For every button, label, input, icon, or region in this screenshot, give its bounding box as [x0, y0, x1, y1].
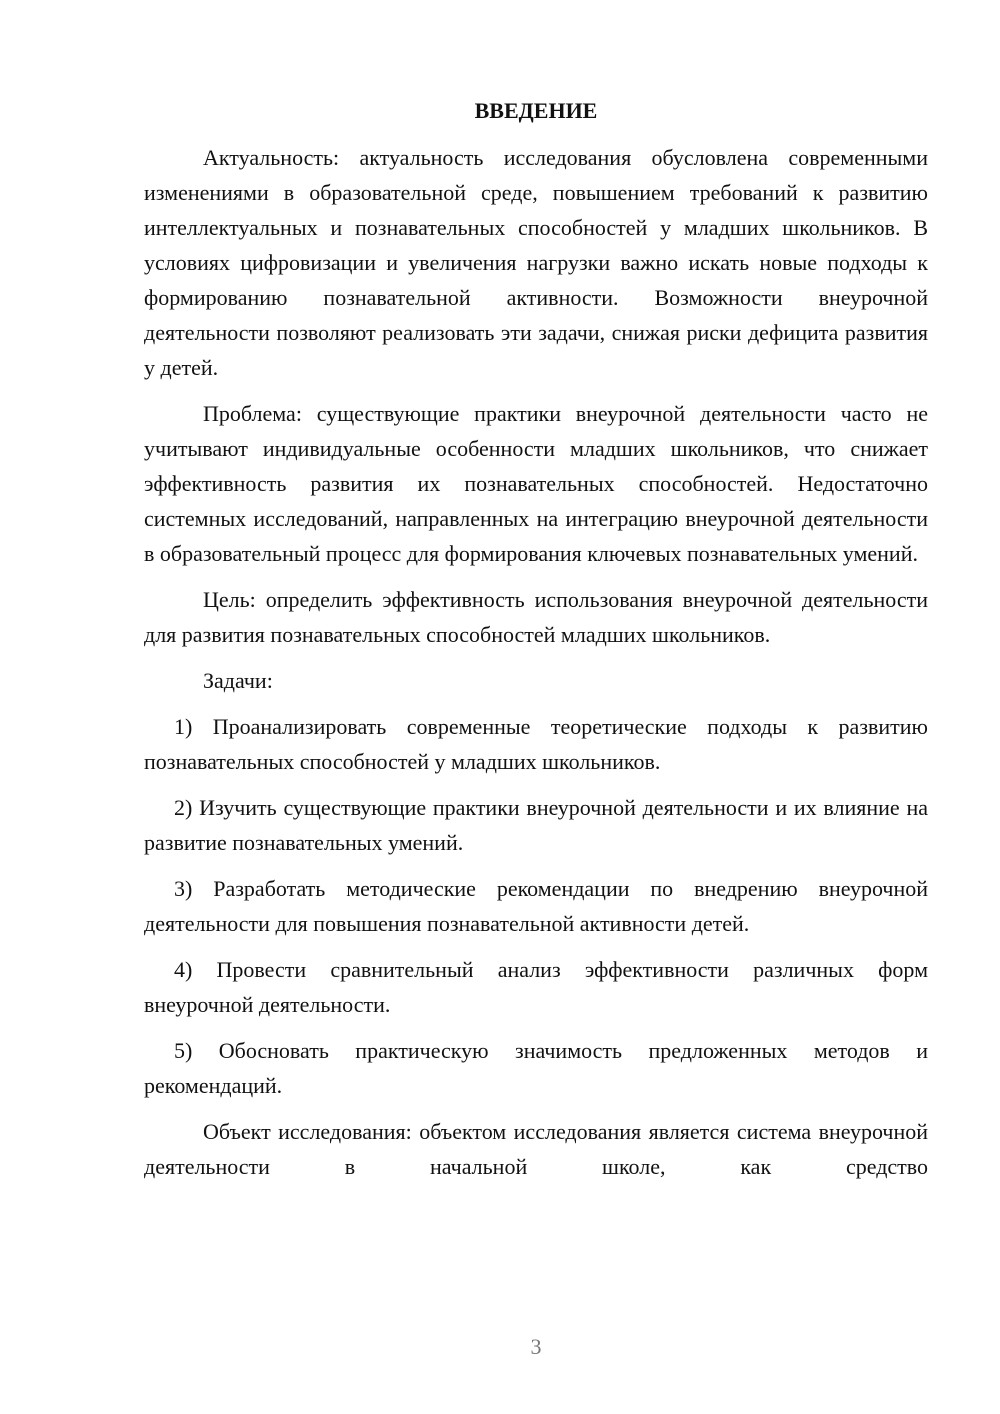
task-item: 5) Обосновать практическую значимость предложенных методов и рекомендаций.: [144, 1038, 928, 1098]
problem-paragraph: Проблема: существующие практики внеурочной деятельности часто не учитывают индивидуальные особенности младших школьников, что снижает эффективность развития их познавательных способностей. Недостаточно системных исследований, направленных на интеграцию внеурочной деятельности в образовательный процесс для формирования ключевых познавательных умений.: [144, 401, 928, 566]
task-item: 4) Провести сравнительный анализ эффективности различных форм внеурочной деятельности.: [144, 957, 928, 1017]
page-number: 3: [530, 1334, 542, 1359]
section-title: ВВЕДЕНИЕ: [474, 98, 598, 123]
task-item: 3) Разработать методические рекомендации по внедрению внеурочной деятельности для повышения познавательной активности детей.: [144, 876, 928, 936]
object-paragraph: Объект исследования: объектом исследования является система внеурочной деятельности в начальной школе, как средство: [144, 1119, 928, 1179]
tasks-heading: Задачи:: [203, 668, 273, 693]
task-item: 2) Изучить существующие практики внеурочной деятельности и их влияние на развитие познавательных умений.: [144, 795, 928, 855]
page-content: [144, 94, 928, 1184]
task-item: 1) Проанализировать современные теоретические подходы к развитию познавательных способностей у младших школьников.: [144, 714, 928, 774]
goal-paragraph: Цель: определить эффективность использования внеурочной деятельности для развития познавательных способностей младших школьников.: [144, 587, 928, 647]
relevance-paragraph: Актуальность: актуальность исследования обусловлена современными изменениями в образовательной среде, повышением требований к развитию интеллектуальных и познавательных способностей у младших школьников. В условиях цифровизации и увеличения нагрузки важно искать новые подходы к формированию познавательной активности. Возможности внеурочной деятельности позволяют реализовать эти задачи, снижая риски дефицита развития у детей.: [144, 145, 928, 380]
